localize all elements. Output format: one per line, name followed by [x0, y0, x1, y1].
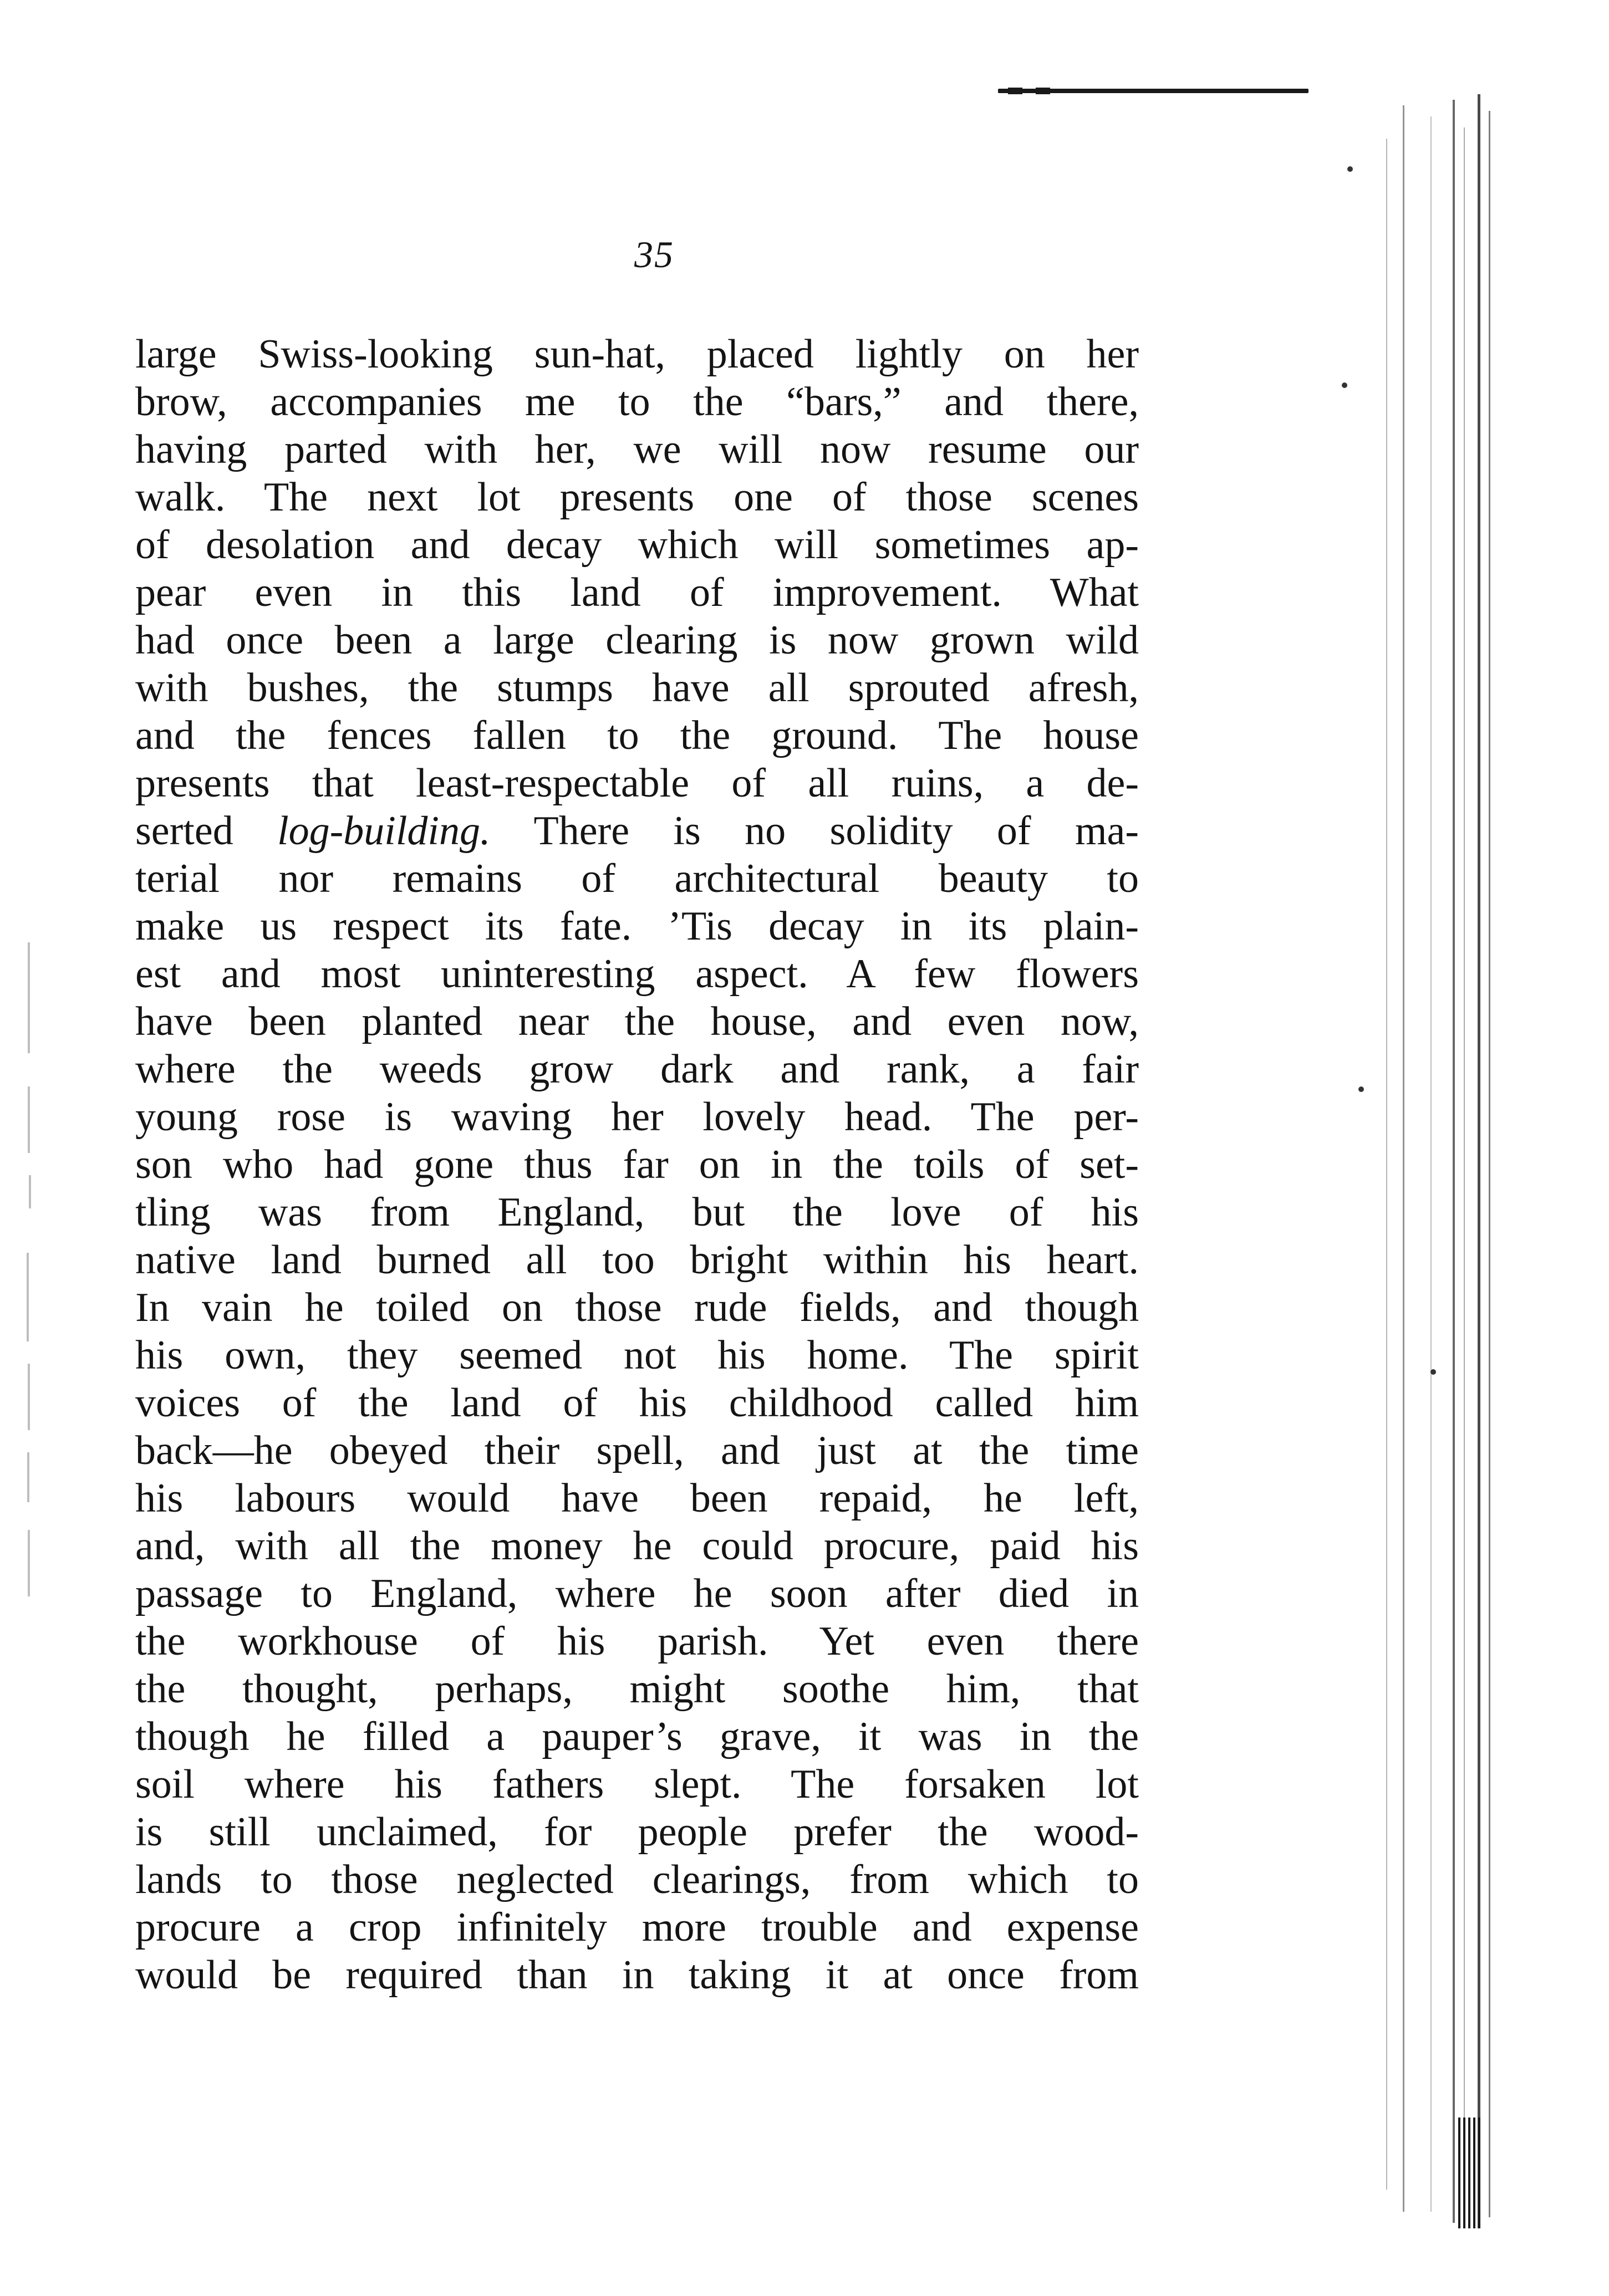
text-segment: lands to those neglected clearings, from which to — [135, 1857, 1139, 1902]
gutter-line — [1458, 2118, 1480, 2228]
text-line — [135, 950, 1139, 998]
margin-speck — [28, 1364, 30, 1430]
margin-speck — [28, 1086, 30, 1153]
text-line — [135, 759, 1139, 807]
italic-text: log-building. — [277, 808, 491, 854]
text-segment: the workhouse of his parish. Yet even there — [135, 1619, 1139, 1664]
text-line — [135, 378, 1139, 426]
text-line — [135, 1427, 1139, 1474]
margin-speck — [27, 1253, 29, 1341]
text-segment: his labours would have been repaid, he left, — [135, 1476, 1139, 1521]
text-line — [135, 1522, 1139, 1570]
text-segment: would be required than in taking it at once from — [135, 1952, 1139, 1998]
text-segment: make us respect its fate. ’Tis decay in its plain- — [135, 904, 1139, 949]
text-segment: though he filled a pauper’s grave, it was in the — [135, 1714, 1139, 1759]
text-segment: walk. The next lot presents one of those scenes — [135, 474, 1139, 520]
text-segment: terial nor remains of architectural beauty to — [135, 856, 1139, 901]
text-line — [135, 1284, 1139, 1331]
text-segment: young rose is waving her lovely head. The per- — [135, 1094, 1139, 1140]
text-segment: voices of the land of his childhood called him — [135, 1380, 1139, 1426]
text-segment: est and most uninteresting aspect. A few flowers — [135, 951, 1139, 997]
text-segment: There is no solidity of ma- — [490, 808, 1139, 854]
text-segment: had once been a large clearing is now grown wild — [135, 618, 1139, 663]
left-margin-specks — [22, 942, 44, 1608]
text-line — [135, 1045, 1139, 1093]
text-line — [135, 712, 1139, 759]
text-segment: the thought, perhaps, might soothe him, that — [135, 1666, 1139, 1712]
text-line — [135, 1713, 1139, 1761]
text-segment: son who had gone thus far on in the toils of set- — [135, 1142, 1139, 1187]
text-line — [135, 664, 1139, 712]
gutter-speck — [1358, 1086, 1364, 1092]
text-segment: presents that least-respectable of all ruins, a de- — [135, 761, 1139, 806]
text-segment: soil where his fathers slept. The forsaken lot — [135, 1762, 1139, 1807]
text-line — [135, 1331, 1139, 1379]
gutter-line — [1386, 139, 1387, 2190]
gutter-speck — [1430, 1369, 1436, 1375]
text-segment: having parted with her, we will now resume our — [135, 427, 1139, 472]
page-number: 35 — [634, 233, 674, 275]
text-line — [135, 1761, 1139, 1808]
text-line — [135, 1808, 1139, 1856]
text-line — [135, 1904, 1139, 1951]
text-segment: is still unclaimed, for people prefer the wood- — [135, 1809, 1139, 1855]
text-line — [135, 855, 1139, 902]
margin-speck — [28, 942, 30, 1053]
text-segment: large Swiss-looking sun-hat, placed lightly on her — [135, 331, 1139, 377]
gutter-line — [1430, 116, 1432, 2212]
text-line — [135, 616, 1139, 664]
gutter-line — [1478, 94, 1480, 2228]
text-line — [135, 1379, 1139, 1427]
text-line — [135, 1856, 1139, 1904]
text-line — [135, 521, 1139, 569]
text-line — [135, 998, 1139, 1045]
text-segment: and the fences fallen to the ground. The house — [135, 713, 1139, 758]
text-line — [135, 902, 1139, 950]
text-line — [135, 1141, 1139, 1188]
margin-speck — [28, 1530, 30, 1596]
text-segment: In vain he toiled on those rude fields, and though — [135, 1285, 1139, 1330]
gutter-line — [1453, 100, 1455, 2223]
gutter-line — [1464, 127, 1465, 2212]
text-segment: his own, they seemed not his home. The spirit — [135, 1333, 1139, 1378]
text-segment: passage to England, where he soon after died in — [135, 1571, 1139, 1616]
gutter-line — [1489, 111, 1490, 2217]
text-line — [135, 1951, 1139, 1999]
text-line — [135, 473, 1139, 521]
binding-gutter-shadow — [1381, 94, 1508, 2228]
text-line — [135, 330, 1139, 378]
text-segment: where the weeds grow dark and rank, a fair — [135, 1047, 1139, 1092]
header-rule-dash — [1036, 88, 1050, 94]
text-segment: of desolation and decay which will sometimes ap- — [135, 522, 1139, 568]
text-line — [135, 569, 1139, 616]
text-line — [135, 1665, 1139, 1713]
text-segment: and, with all the money he could procure, paid his — [135, 1523, 1139, 1569]
text-segment: have been planted near the house, and even now, — [135, 999, 1139, 1044]
text-segment: brow, accompanies me to the “bars,” and there, — [135, 379, 1139, 425]
body-text — [135, 330, 1139, 1999]
text-line — [135, 807, 1139, 855]
text-line — [135, 1474, 1139, 1522]
text-line — [135, 1093, 1139, 1141]
gutter-speck — [1342, 382, 1347, 388]
text-line — [135, 1618, 1139, 1665]
header-rule-dash — [1008, 88, 1022, 94]
margin-speck — [27, 1452, 29, 1502]
gutter-speck — [1347, 166, 1353, 172]
margin-speck — [29, 1175, 31, 1208]
text-segment: serted — [135, 808, 278, 854]
text-line — [135, 1236, 1139, 1284]
text-segment: procure a crop infinitely more trouble and expense — [135, 1905, 1139, 1950]
text-segment: tling was from England, but the love of his — [135, 1190, 1139, 1235]
text-segment: native land burned all too bright within his heart. — [135, 1237, 1139, 1283]
text-segment: with bushes, the stumps have all sprouted afresh, — [135, 665, 1139, 711]
gutter-line — [1403, 105, 1404, 2212]
text-line — [135, 1188, 1139, 1236]
text-segment: back—he obeyed their spell, and just at the time — [135, 1428, 1139, 1473]
text-line — [135, 426, 1139, 473]
text-segment: pear even in this land of improvement. What — [135, 570, 1139, 615]
text-line — [135, 1570, 1139, 1618]
